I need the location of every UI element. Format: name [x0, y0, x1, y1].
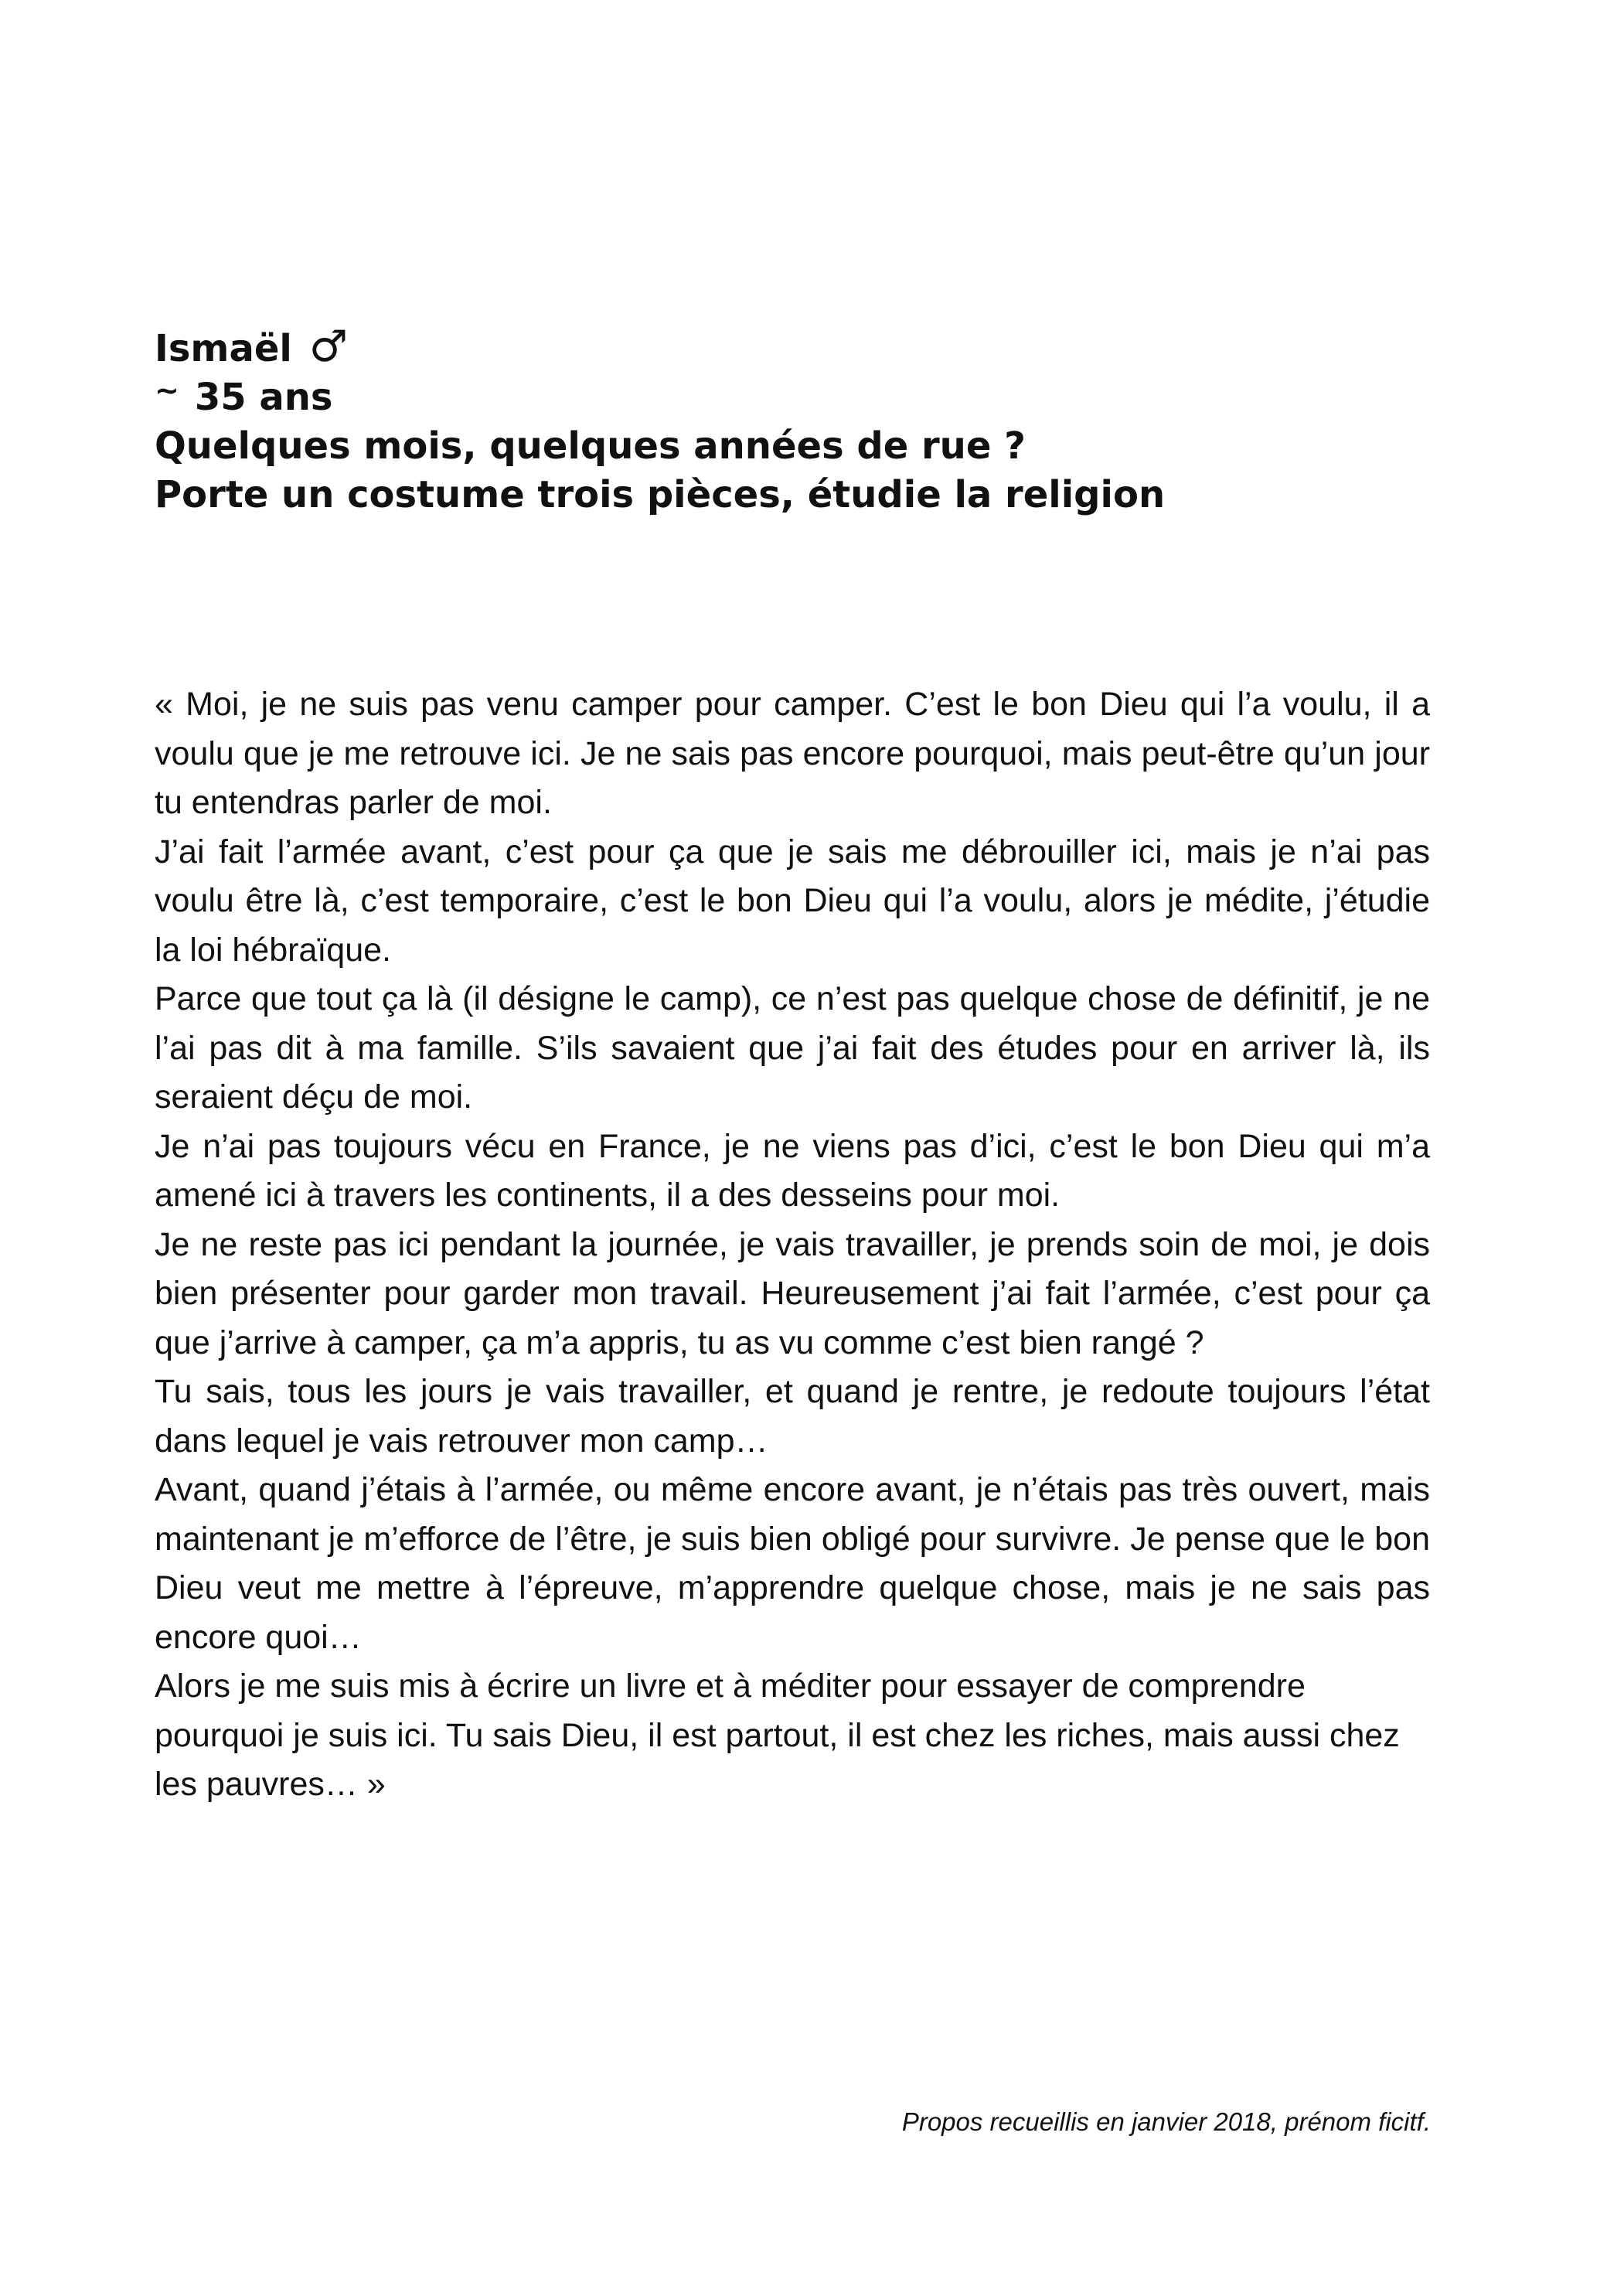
profile-header — [155, 322, 1469, 519]
testimony-paragraph: Alors je me suis mis à écrire un livre et à méditer pour essayer de comprendre pourquoi je suis ici. Tu sais Dieu, il est partout, il est chez les riches, mais aussi chez les pauvres… » — [155, 1667, 1400, 1803]
age-line — [155, 373, 1469, 422]
testimony-paragraph: Tu sais, tous les jours je vais travailler, et quand je rentre, je redoute toujours l’état dans lequel je vais retrouver mon camp… — [155, 1373, 1430, 1460]
testimony-paragraph: Parce que tout ça là (il désigne le camp), ce n’est pas quelque chose de définitif, je ne l’ai pas dit à ma famille. S’ils savaient que j’ai fait des études pour en arriver là, ils seraient déçu de moi. — [155, 980, 1430, 1116]
person-name: Ismaël — [155, 327, 292, 370]
testimony-paragraph: « Moi, je ne suis pas venu camper pour camper. C’est le bon Dieu qui l’a voulu, il a voulu que je me retrouve ici. Je ne sais pas encore pourquoi, mais peut-être qu’un jour tu entendras parler de moi. — [155, 686, 1430, 821]
collection-note: Propos recueillis en janvier 2018, prénom ficitf. — [901, 2107, 1431, 2136]
testimony-body — [155, 680, 1430, 1810]
person-age: 35 ans — [194, 376, 333, 419]
testimony-paragraph: Je n’ai pas toujours vécu en France, je ne viens pas d’ici, c’est le bon Dieu qui m’a amené ici à travers les continents, il a des desseins pour moi. — [155, 1127, 1430, 1214]
approximate-tilde: ~ — [155, 373, 179, 407]
name-line — [155, 322, 1469, 373]
male-symbol-icon: ♂ — [308, 322, 349, 372]
street-duration: Quelques mois, quelques années de rue ? — [155, 424, 1026, 468]
testimony-paragraph: Je ne reste pas ici pendant la journée, je vais travailler, je prends soin de moi, je dois bien présenter pour garder mon travail. Heureusement j’ai fait l’armée, c’est pour ça que j’arrive à camper, ça m’a appris, tu as vu comme c’est bien rangé ? — [155, 1225, 1430, 1361]
testimony-paragraph: Avant, quand j’étais à l’armée, ou même encore avant, je n’étais pas très ouvert, mais maintenant je m’efforce de l’être, je suis bien obligé pour survivre. Je pense que le bon Dieu veut me mettre à l’épreuve, m’apprendre quelque chose, mais je ne sais pas encore quoi… — [155, 1471, 1430, 1656]
testimony-paragraph: J’ai fait l’armée avant, c’est pour ça que je sais me débrouiller ici, mais je n’ai pas voulu être là, c’est temporaire, c’est le bon Dieu qui l’a voulu, alors je médite, j’étudie la loi hébraïque. — [155, 833, 1430, 969]
person-description: Porte un costume trois pièces, étudie la religion — [155, 473, 1166, 516]
